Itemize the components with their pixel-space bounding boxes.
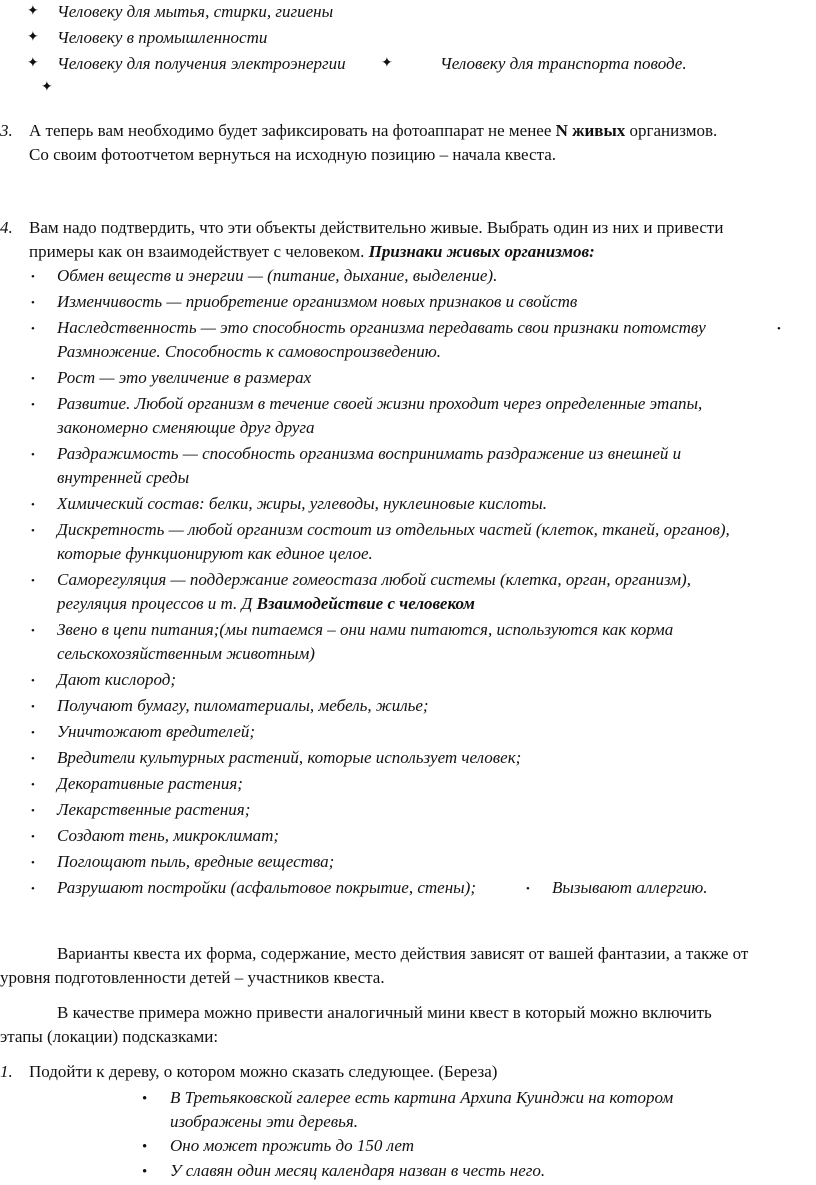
signs-heading: Признаки живых организмов:: [368, 242, 595, 261]
interaction-item: Создают тень, микроклимат;: [57, 826, 280, 845]
item4-line1: Вам надо подтвердить, что эти объекты действительно живые. Выбрать один из них и привести: [29, 218, 724, 237]
sign-item: Развитие. Любой организм в течение своей жизни проходит через определенные этапы,: [57, 394, 703, 413]
item4-text: примеры как он взаимодействует с человеком.: [29, 242, 369, 261]
interaction-item: Разрушают постройки (асфальтовое покрытие, стены);: [57, 878, 476, 897]
star-list-item: Человеку для получения электроэнергии: [57, 54, 346, 73]
sign-item: Раздражимость — способность организма воспринимать раздражение из внешней и: [57, 444, 682, 463]
item3-line1: [29, 119, 717, 143]
sign-item: Изменчивость — приобретение организмом новых признаков и свойств: [57, 292, 578, 311]
bullet-icon: •: [31, 753, 35, 765]
paragraph-line: этапы (локации) подсказками:: [0, 1027, 219, 1046]
hint-item: Оно может прожить до 150 лет: [170, 1136, 415, 1155]
bullet-icon: •: [31, 323, 35, 335]
star-list-item: Человеку для транспорта поводе.: [440, 54, 687, 73]
bullet-icon: •: [31, 297, 35, 309]
interaction-heading: Взаимодействие с человеком: [256, 594, 475, 613]
bullet-icon: •: [31, 449, 35, 461]
item4-line2: [29, 240, 595, 264]
item3-line2: Со своим фотоотчетом вернуться на исходную позицию – начала квеста.: [29, 145, 556, 164]
sign-item: Саморегуляция — поддержание гомеостаза любой системы (клетка, орган, организм),: [57, 570, 691, 589]
item3-bold: N живых: [555, 121, 626, 140]
interaction-item: Уничтожают вредителей;: [57, 722, 256, 741]
paragraph-line: Варианты квеста их форма, содержание, место действия зависят от вашей фантазии, а также от: [57, 944, 749, 963]
bullet-icon: •: [142, 1091, 148, 1107]
sign-item-text: регуляция процессов и т. Д: [57, 594, 257, 613]
star-list-item: Человеку в промышленности: [57, 28, 268, 47]
bullet-icon: •: [526, 883, 530, 895]
interaction-item: Звено в цепи питания;(мы питаемся – они нами питаются, используются как корма: [57, 620, 674, 639]
bullet-icon: •: [31, 499, 35, 511]
interaction-item: Вредители культурных растений, которые использует человек;: [57, 748, 522, 767]
bullet-icon: •: [142, 1139, 148, 1155]
bullet-icon: •: [31, 271, 35, 283]
item-number: 1.: [0, 1062, 13, 1081]
bullet-icon: •: [31, 857, 35, 869]
star-bullet-icon: ✦: [41, 80, 53, 95]
bullet-icon: •: [31, 373, 35, 385]
star-bullet-icon: ✦: [27, 30, 39, 45]
bullet-icon: •: [31, 525, 35, 537]
item-number: 3.: [0, 121, 13, 140]
bullet-icon: •: [31, 575, 35, 587]
bullet-icon: •: [31, 675, 35, 687]
interaction-item: Получают бумагу, пиломатериалы, мебель, жилье;: [57, 696, 429, 715]
bullet-icon: •: [142, 1164, 148, 1180]
paragraph-line: В качестве примера можно привести аналогичный мини квест в который можно включить: [57, 1003, 712, 1022]
bullet-icon: •: [31, 779, 35, 791]
item-number: 4.: [0, 218, 13, 237]
paragraph-line: уровня подготовленности детей – участников квеста.: [0, 968, 385, 987]
bullet-icon: •: [31, 727, 35, 739]
interaction-item: Дают кислород;: [57, 670, 176, 689]
sign-item: Наследственность — это способность организма передавать свои признаки потомству: [57, 318, 706, 337]
item3-text: А теперь вам необходимо будет зафиксировать на фотоаппарат не менее: [29, 121, 556, 140]
interaction-item: Вызывают аллергию.: [552, 878, 708, 897]
star-bullet-icon: ✦: [27, 56, 39, 71]
sign-item-cont: внутренней среды: [57, 468, 190, 487]
interaction-item-cont: сельскохозяйственным животным): [57, 644, 315, 663]
item1-text: Подойти к дереву, о котором можно сказать следующее. (Береза): [29, 1062, 498, 1081]
star-list-item: Человеку для мытья, стирки, гигиены: [57, 2, 334, 21]
sign-item: Обмен веществ и энергии — (питание, дыхание, выделение).: [57, 266, 498, 285]
sign-item: Химический состав: белки, жиры, углеводы, нуклеиновые кислоты.: [57, 494, 548, 513]
sign-item: Дискретность — любой организм состоит из отдельных частей (клеток, тканей, органов),: [57, 520, 730, 539]
bullet-icon: •: [31, 625, 35, 637]
item3-text-end: организмов.: [625, 121, 718, 140]
sign-item-cont: закономерно сменяющие друг друга: [57, 418, 315, 437]
sign-item-cont: которые функционируют как единое целое.: [57, 544, 373, 563]
sign-item-cont: [57, 592, 475, 616]
bullet-icon: •: [31, 805, 35, 817]
star-bullet-icon: ✦: [27, 4, 39, 19]
hint-item: У славян один месяц календаря назван в честь него.: [170, 1161, 546, 1180]
interaction-item: Поглощают пыль, вредные вещества;: [57, 852, 335, 871]
hint-item-cont: изображены эти деревья.: [170, 1112, 359, 1131]
star-bullet-icon: ✦: [381, 56, 393, 71]
bullet-icon: •: [31, 883, 35, 895]
sign-item: Рост — это увеличение в размерах: [57, 368, 312, 387]
bullet-icon: •: [31, 399, 35, 411]
interaction-item: Лекарственные растения;: [57, 800, 251, 819]
hint-item: В Третьяковской галерее есть картина Архипа Куинджи на котором: [170, 1088, 674, 1107]
bullet-icon: •: [31, 701, 35, 713]
bullet-icon: •: [777, 323, 781, 335]
sign-item: Размножение. Способность к самовоспроизведению.: [57, 342, 441, 361]
interaction-item: Декоративные растения;: [57, 774, 243, 793]
bullet-icon: •: [31, 831, 35, 843]
